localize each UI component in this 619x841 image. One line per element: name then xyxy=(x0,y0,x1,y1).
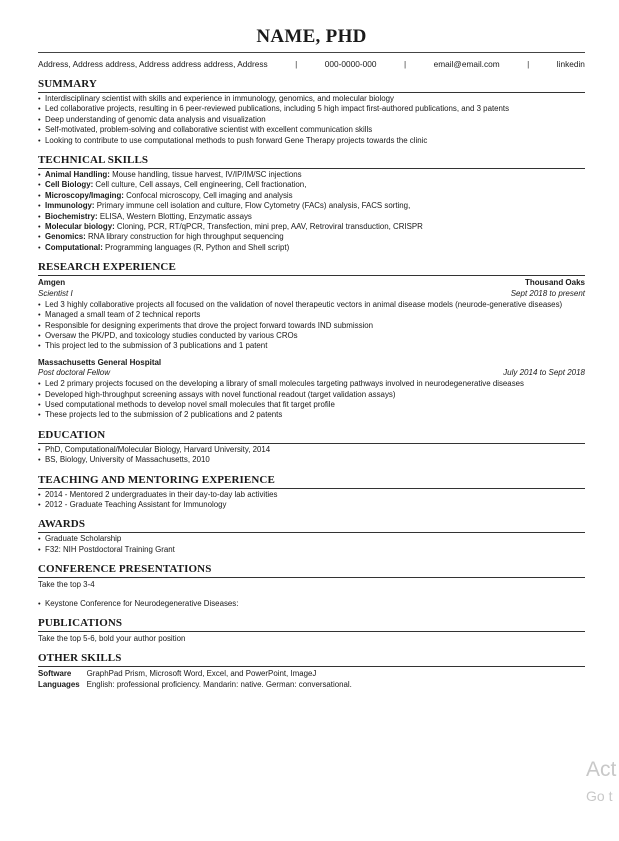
list-item: • Led 2 primary projects focused on the developing a library of small molecules targeting pathways involved in neurodegenerative diseases xyxy=(38,379,585,389)
job-entry xyxy=(38,358,585,421)
summary-heading: SUMMARY xyxy=(38,77,585,93)
email-link[interactable]: email@email.com xyxy=(433,59,500,69)
list-item: • 2014 - Mentored 2 undergraduates in their day-to-day lab activities xyxy=(38,490,585,500)
skill-label: Cell Biology: xyxy=(45,180,94,190)
awards-section xyxy=(38,517,585,555)
list-item: • 2012 - Graduate Teaching Assistant for Immunology xyxy=(38,500,585,510)
list-item xyxy=(38,212,585,222)
list-item: • Led collaborative projects, resulting in 6 peer-reviewed publications, including 5 high impact first-authored publications, and 3 patents xyxy=(38,104,585,114)
technical-skills-section xyxy=(38,153,585,253)
skill-label: Computational: xyxy=(45,242,103,252)
job-items xyxy=(38,379,585,421)
skill-text: ELISA, Western Blotting, Enzymatic assays xyxy=(97,211,252,221)
job-header xyxy=(38,278,585,288)
skill-label: Immunology: xyxy=(45,201,95,211)
publications-heading: PUBLICATIONS xyxy=(38,616,585,632)
other-skills-section xyxy=(38,651,585,690)
awards-list xyxy=(38,534,585,555)
job-location: Thousand Oaks xyxy=(524,278,585,288)
teaching-list xyxy=(38,490,585,511)
skill-label: Biochemistry: xyxy=(45,211,98,221)
job-entry xyxy=(38,278,585,351)
job-subheader xyxy=(38,368,585,378)
list-item xyxy=(38,180,585,190)
skill-text: Cloning, PCR, RT/qPCR, Transfection, mini prep, AAV, Retroviral transduction, CRISPR xyxy=(114,222,423,232)
resume-page xyxy=(38,0,585,691)
skill-label: Animal Handling: xyxy=(45,170,110,180)
research-section xyxy=(38,260,585,420)
software-label: Software xyxy=(38,669,72,679)
separator: | xyxy=(295,59,298,69)
summary-list xyxy=(38,94,585,146)
list-item xyxy=(38,222,585,232)
phone-text: 000-0000-000 xyxy=(324,59,377,69)
contact-line xyxy=(38,52,585,70)
teaching-section xyxy=(38,473,585,511)
job-dates: Sept 2018 to present xyxy=(510,288,585,298)
skill-label: Microscopy/Imaging: xyxy=(45,190,124,200)
list-item: • Graduate Scholarship xyxy=(38,534,585,544)
table-row xyxy=(38,669,352,680)
skill-text: Confocal microscopy, Cell imaging and analysis xyxy=(123,190,293,200)
linkedin-link[interactable]: linkedin xyxy=(556,59,585,69)
job-org: Amgen xyxy=(38,278,66,288)
conference-section xyxy=(38,562,585,609)
list-item: • Used computational methods to develop novel small molecules that fit target profile xyxy=(38,400,585,410)
list-item: • This project led to the submission of 3 publications and 1 patent xyxy=(38,341,585,351)
list-item: • Interdisciplinary scientist with skills and experience in immunology, genomics, and molecular biology xyxy=(38,94,585,104)
list-item: • F32: NIH Postdoctoral Training Grant xyxy=(38,545,585,555)
list-item: • Deep understanding of genomic data analysis and visualization xyxy=(38,115,585,125)
list-item xyxy=(38,170,585,180)
list-item: • Oversaw the PK/PD, and toxicology studies conducted by various CROs xyxy=(38,331,585,341)
skill-text: Primary immune cell isolation and culture, Flow Cytometry (FACs) analysis, FACS sorting, xyxy=(94,201,411,211)
technical-skills-list xyxy=(38,170,585,253)
publications-note: Take the top 5-6, bold your author position xyxy=(38,634,186,643)
watermark-line-1: Act xyxy=(586,758,617,781)
conference-heading: CONFERENCE PRESENTATIONS xyxy=(38,562,585,578)
list-item: • These projects led to the submission of 2 publications and 2 patents xyxy=(38,410,585,420)
spacer xyxy=(38,591,585,598)
list-item: • Responsible for designing experiments that drove the project forward towards IND submission xyxy=(38,321,585,331)
languages-label: Languages xyxy=(38,680,80,689)
job-items xyxy=(38,300,585,352)
job-org: Massachusetts General Hospital xyxy=(38,357,162,367)
list-item: • Led 3 highly collaborative projects all focused on the validation of novel therapeutic vectors in animal disease models (neurode-generative diseases) xyxy=(38,300,585,310)
education-list xyxy=(38,445,585,466)
resume-name: NAME, PHD xyxy=(256,26,367,47)
teaching-heading: TEACHING AND MENTORING EXPERIENCE xyxy=(38,473,585,489)
list-item xyxy=(38,243,585,253)
research-heading: RESEARCH EXPERIENCE xyxy=(38,260,585,276)
list-item: • Self-motivated, problem-solving and collaborative scientist with excellent communication skills xyxy=(38,125,585,135)
conference-list xyxy=(38,599,585,609)
list-item xyxy=(38,232,585,242)
conference-note: Take the top 3-4 xyxy=(38,580,95,590)
separator: | xyxy=(403,59,407,69)
education-heading: EDUCATION xyxy=(38,428,585,444)
watermark-line-2: Go t xyxy=(586,788,613,804)
table-row xyxy=(38,680,352,691)
skill-text: RNA library construction for high throughput sequencing xyxy=(85,232,284,242)
list-item: • BS, Biology, University of Massachusetts, 2010 xyxy=(38,455,585,465)
skill-label: Molecular biology: xyxy=(45,222,115,232)
list-item xyxy=(38,201,585,211)
job-subheader xyxy=(38,289,585,299)
awards-heading: AWARDS xyxy=(38,517,585,533)
publications-section xyxy=(38,616,585,644)
address-text: Address, Address address, Address address address, Address xyxy=(38,59,268,69)
job-dates: July 2014 to Sept 2018 xyxy=(503,368,585,378)
education-section xyxy=(38,428,585,466)
list-item: • Looking to contribute to use computational methods to push forward Gene Therapy projects towards the clinic xyxy=(38,136,585,146)
skill-text: Cell culture, Cell assays, Cell engineering, Cell fractionation, xyxy=(93,180,307,190)
list-item: • Managed a small team of 2 technical reports xyxy=(38,310,585,320)
job-header xyxy=(38,358,585,368)
languages-value: English: professional proficiency. Mandarin: native. German: conversational. xyxy=(86,680,352,689)
list-item: • Developed high-throughput screening assays with novel functional readout (target validation assays) xyxy=(38,390,585,400)
list-item: • Keystone Conference for Neurodegenerative Diseases: xyxy=(38,599,585,609)
separator: | xyxy=(527,59,530,69)
summary-section xyxy=(38,77,585,146)
other-skills-heading: OTHER SKILLS xyxy=(38,651,585,667)
technical-skills-heading: TECHNICAL SKILLS xyxy=(38,153,585,169)
software-value: GraphPad Prism, Microsoft Word, Excel, and PowerPoint, ImageJ xyxy=(86,669,317,679)
list-item: • PhD, Computational/Molecular Biology, Harvard University, 2014 xyxy=(38,445,585,455)
other-skills-table xyxy=(38,669,352,690)
skill-text: Mouse handling, tissue harvest, IV/IP/IM/SC injections xyxy=(109,170,302,180)
list-item xyxy=(38,191,585,201)
skill-label: Genomics: xyxy=(45,232,86,242)
skill-text: Programming languages (R, Python and Shell script) xyxy=(102,242,290,252)
job-role: Scientist I xyxy=(38,288,73,298)
activation-watermark xyxy=(586,758,616,806)
job-role: Post doctoral Fellow xyxy=(38,368,111,378)
